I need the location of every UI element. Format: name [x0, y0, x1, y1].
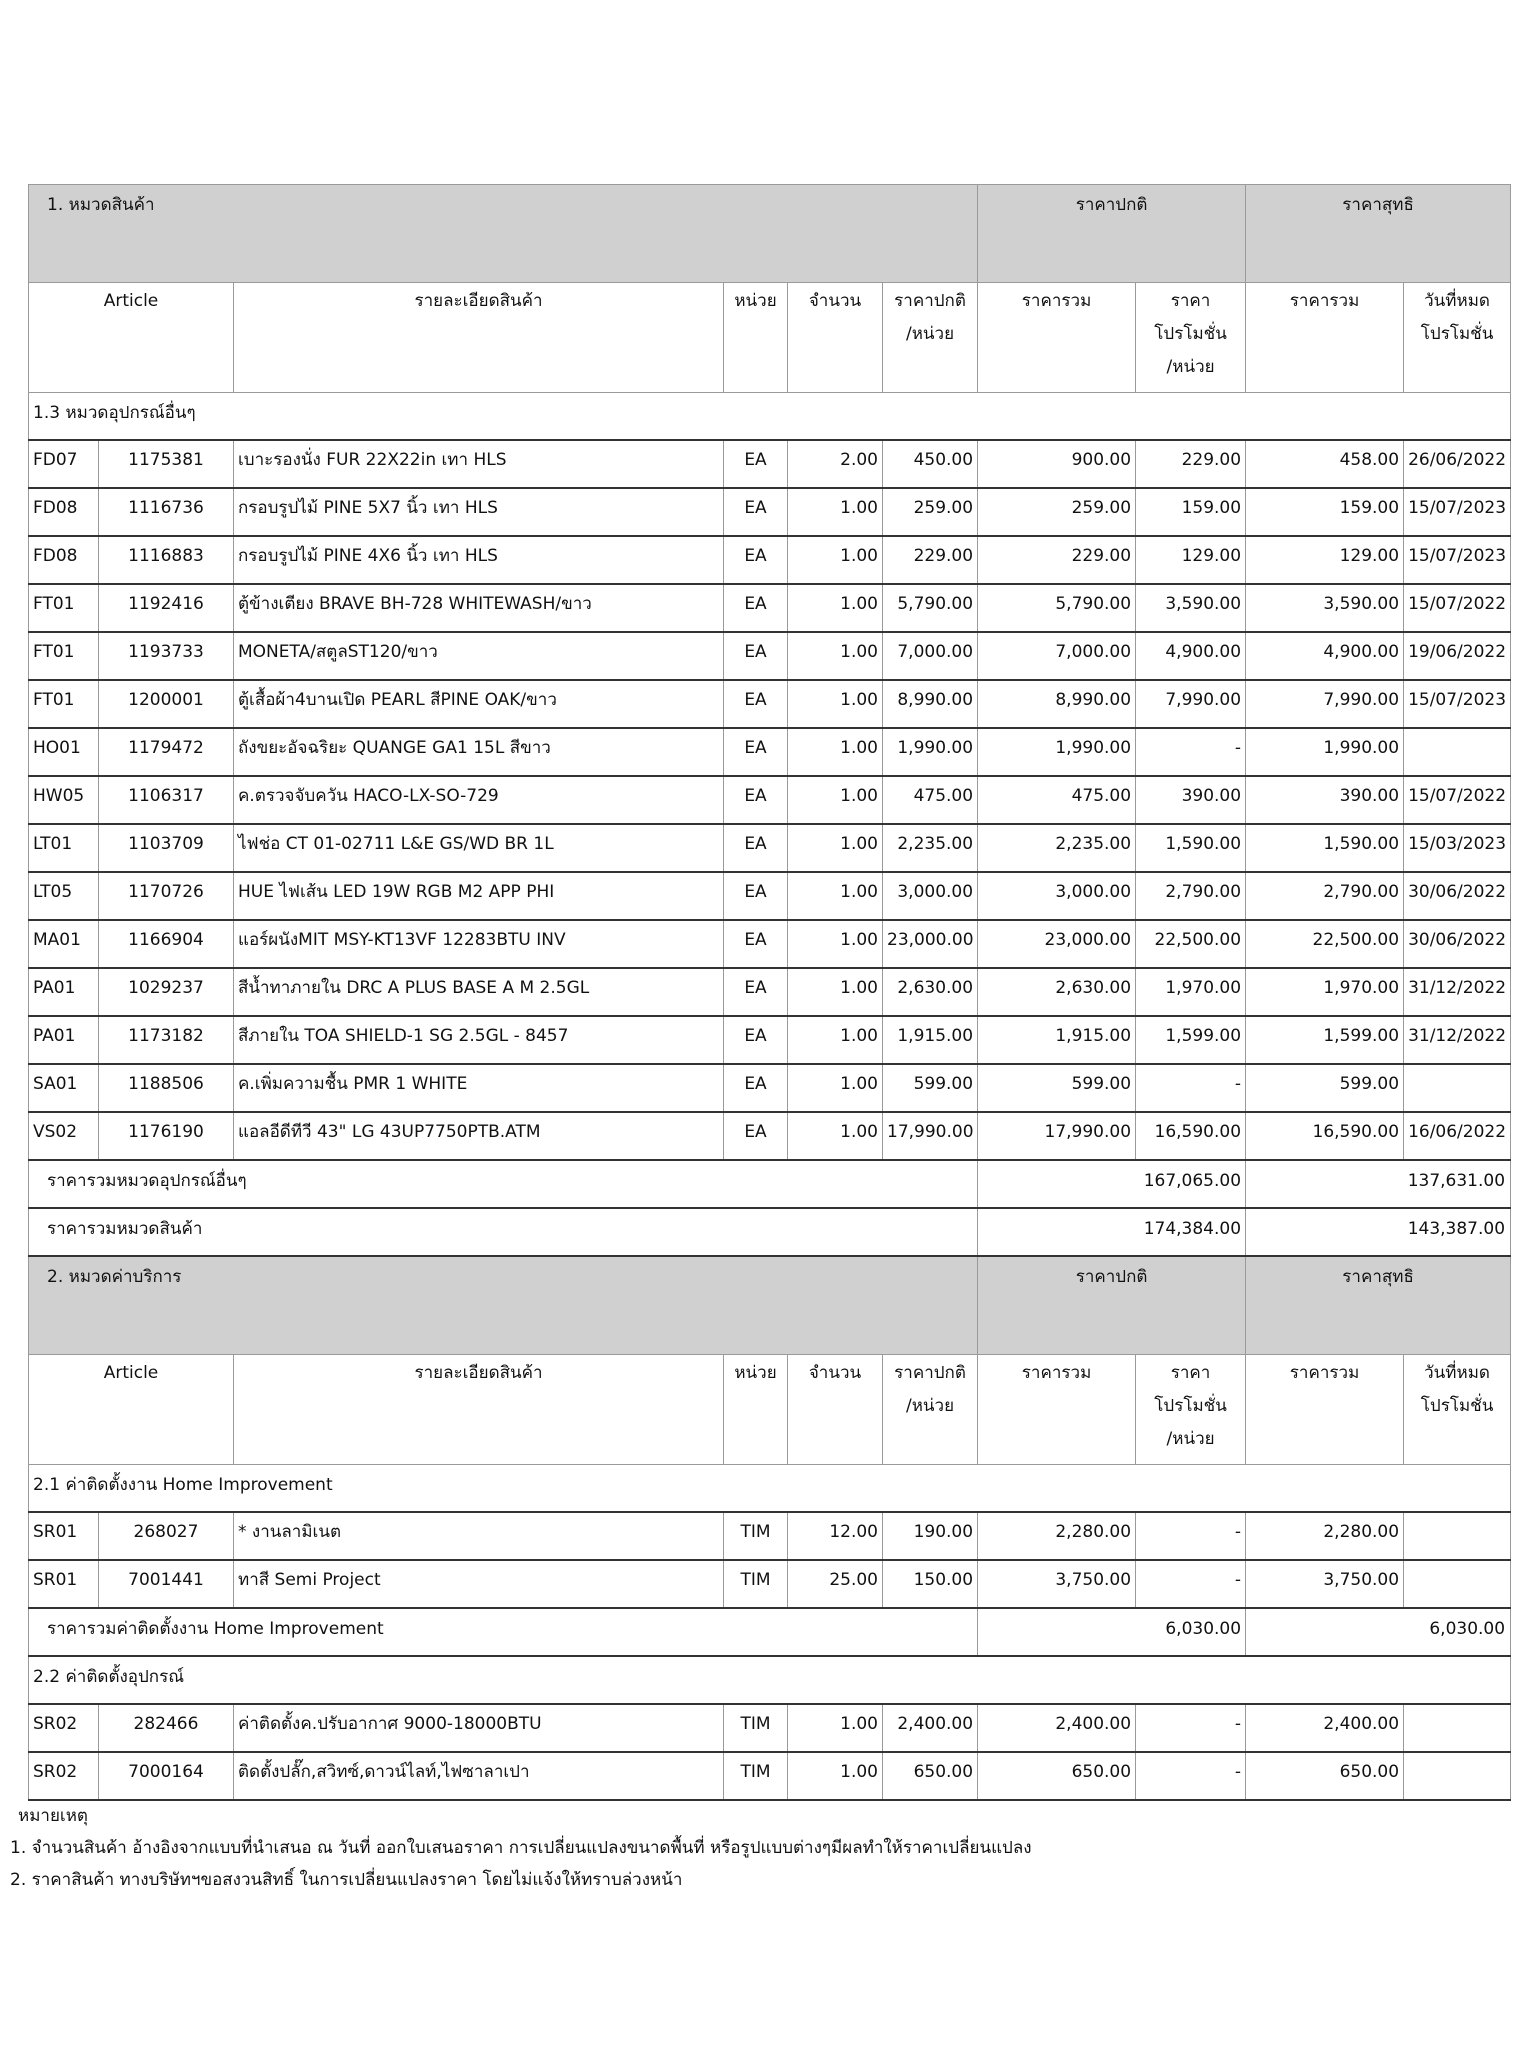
item-code: FT01	[29, 632, 99, 680]
item-promo-price: -	[1136, 1512, 1246, 1560]
section1-category-row	[29, 185, 1511, 283]
item-unit-price: 475.00	[883, 776, 978, 824]
item-promo-price: -	[1136, 1752, 1246, 1800]
item-promo-price: 229.00	[1136, 440, 1246, 488]
item-total: 229.00	[978, 536, 1136, 584]
description-header: รายละเอียดสินค้า	[234, 1355, 724, 1465]
item-description: เบาะรองนั่ง FUR 22X22in เทา HLS	[234, 440, 724, 488]
item-unit-price: 5,790.00	[883, 584, 978, 632]
item-code: FD08	[29, 488, 99, 536]
item-code: FD07	[29, 440, 99, 488]
item-code: VS02	[29, 1112, 99, 1160]
item-code: SR01	[29, 1560, 99, 1608]
table-row	[29, 728, 1511, 776]
qty-header: จำนวน	[788, 283, 883, 393]
item-total: 17,990.00	[978, 1112, 1136, 1160]
item-net-total: 7,990.00	[1246, 680, 1404, 728]
item-description: ตู้เสื้อผ้า4บานเปิด PEARL สีPINE OAK/ขาว	[234, 680, 724, 728]
table-row	[29, 824, 1511, 872]
article-header: Article	[29, 1355, 234, 1465]
expiry-header: วันที่หมด โปรโมชั่น	[1404, 283, 1511, 393]
item-promo-price: 390.00	[1136, 776, 1246, 824]
item-unit: EA	[724, 536, 788, 584]
item-description: แอลอีดีทีวี 43" LG 43UP7750PTB.ATM	[234, 1112, 724, 1160]
item-qty: 1.00	[788, 1112, 883, 1160]
item-expiry: 19/06/2022	[1404, 632, 1511, 680]
item-qty: 1.00	[788, 968, 883, 1016]
table-row	[29, 1704, 1511, 1752]
table-row	[29, 872, 1511, 920]
item-promo-price: -	[1136, 728, 1246, 776]
item-unit-price: 3,000.00	[883, 872, 978, 920]
unit-header: หน่วย	[724, 1355, 788, 1465]
table-row	[29, 1016, 1511, 1064]
item-qty: 1.00	[788, 1752, 883, 1800]
section1-net-price-header: ราคาสุทธิ	[1246, 185, 1511, 283]
item-description: ค.เพิ่มความชื้น PMR 1 WHITE	[234, 1064, 724, 1112]
item-expiry: 30/06/2022	[1404, 872, 1511, 920]
item-article: 268027	[99, 1512, 234, 1560]
item-total: 5,790.00	[978, 584, 1136, 632]
section2-sub1-total-row	[29, 1608, 1511, 1656]
item-total: 7,000.00	[978, 632, 1136, 680]
item-qty: 1.00	[788, 920, 883, 968]
item-description: กรอบรูปไม้ PINE 5X7 นิ้ว เทา HLS	[234, 488, 724, 536]
item-description: ค.ตรวจจับควัน HACO-LX-SO-729	[234, 776, 724, 824]
item-qty: 1.00	[788, 680, 883, 728]
section1-total-label: ราคารวมหมวดสินค้า	[29, 1208, 978, 1256]
section1-subcategory-title: 1.3 หมวดอุปกรณ์อื่นๆ	[29, 393, 1511, 441]
item-unit-price: 7,000.00	[883, 632, 978, 680]
item-expiry: 30/06/2022	[1404, 920, 1511, 968]
item-total: 599.00	[978, 1064, 1136, 1112]
item-description: แอร์ผนังMIT MSY-KT13VF 12283BTU INV	[234, 920, 724, 968]
item-article: 1166904	[99, 920, 234, 968]
item-expiry: 15/07/2022	[1404, 776, 1511, 824]
item-code: FT01	[29, 680, 99, 728]
item-code: HO01	[29, 728, 99, 776]
section2-column-header-row	[29, 1355, 1511, 1465]
item-expiry: 15/07/2022	[1404, 584, 1511, 632]
section1-subtotal-normal: 167,065.00	[978, 1160, 1246, 1208]
item-unit: EA	[724, 488, 788, 536]
item-promo-price: 159.00	[1136, 488, 1246, 536]
item-unit: EA	[724, 824, 788, 872]
item-qty: 1.00	[788, 1704, 883, 1752]
table-row	[29, 584, 1511, 632]
item-description: ค่าติดตั้งค.ปรับอากาศ 9000-18000BTU	[234, 1704, 724, 1752]
item-description: ไฟช่อ CT 01-02711 L&E GS/WD BR 1L	[234, 824, 724, 872]
table-row	[29, 632, 1511, 680]
item-net-total: 2,400.00	[1246, 1704, 1404, 1752]
table-row	[29, 488, 1511, 536]
net-total-header: ราคารวม	[1246, 283, 1404, 393]
item-unit-price: 8,990.00	[883, 680, 978, 728]
item-expiry: 15/03/2023	[1404, 824, 1511, 872]
item-net-total: 599.00	[1246, 1064, 1404, 1112]
item-net-total: 3,590.00	[1246, 584, 1404, 632]
section1-subtotal-label: ราคารวมหมวดอุปกรณ์อื่นๆ	[29, 1160, 978, 1208]
item-total: 1,990.00	[978, 728, 1136, 776]
item-promo-price: -	[1136, 1560, 1246, 1608]
table-row	[29, 1752, 1511, 1800]
table-row	[29, 440, 1511, 488]
item-description: * งานลามิเนต	[234, 1512, 724, 1560]
item-article: 7000164	[99, 1752, 234, 1800]
item-qty: 1.00	[788, 776, 883, 824]
item-qty: 1.00	[788, 824, 883, 872]
item-promo-price: -	[1136, 1064, 1246, 1112]
item-unit: EA	[724, 632, 788, 680]
item-promo-price: 16,590.00	[1136, 1112, 1246, 1160]
item-total: 23,000.00	[978, 920, 1136, 968]
item-promo-price: 1,970.00	[1136, 968, 1246, 1016]
item-expiry: 31/12/2022	[1404, 1016, 1511, 1064]
item-article: 7001441	[99, 1560, 234, 1608]
item-total: 8,990.00	[978, 680, 1136, 728]
section2-sub2-items	[29, 1704, 1511, 1800]
item-expiry	[1404, 1512, 1511, 1560]
item-net-total: 458.00	[1246, 440, 1404, 488]
item-unit: EA	[724, 920, 788, 968]
item-article: 1106317	[99, 776, 234, 824]
section2-normal-price-header: ราคาปกติ	[978, 1256, 1246, 1355]
item-description: ติดตั้งปลั๊ก,สวิทซ์,ดาวน์ไลท์,ไฟซาลาเปา	[234, 1752, 724, 1800]
item-total: 2,630.00	[978, 968, 1136, 1016]
item-unit-price: 1,915.00	[883, 1016, 978, 1064]
item-unit: TIM	[724, 1512, 788, 1560]
item-unit-price: 190.00	[883, 1512, 978, 1560]
item-qty: 2.00	[788, 440, 883, 488]
item-expiry	[1404, 1752, 1511, 1800]
unit-price-header: ราคาปกติ /หน่วย	[883, 283, 978, 393]
item-article: 1192416	[99, 584, 234, 632]
item-total: 3,750.00	[978, 1560, 1136, 1608]
item-expiry	[1404, 1704, 1511, 1752]
item-code: FT01	[29, 584, 99, 632]
item-unit-price: 599.00	[883, 1064, 978, 1112]
item-qty: 1.00	[788, 584, 883, 632]
item-unit-price: 259.00	[883, 488, 978, 536]
item-code: SR01	[29, 1512, 99, 1560]
item-qty: 25.00	[788, 1560, 883, 1608]
note-line-1: 1. จำนวนสินค้า อ้างอิงจากแบบที่นำเสนอ ณ วันที่ ออกใบเสนอราคา การเปลี่ยนแปลงขนาดพื้นที่ หรือรูปแบบต่างๆมีผลทำให้ราคาเปลี่ยนแปลง	[10, 1838, 1032, 1858]
item-unit: EA	[724, 1112, 788, 1160]
item-net-total: 1,599.00	[1246, 1016, 1404, 1064]
item-code: HW05	[29, 776, 99, 824]
item-article: 1193733	[99, 632, 234, 680]
item-qty: 1.00	[788, 728, 883, 776]
article-header: Article	[29, 283, 234, 393]
table-row	[29, 1560, 1511, 1608]
section2-sub2-title: 2.2 ค่าติดตั้งอุปกรณ์	[29, 1656, 1511, 1704]
item-net-total: 390.00	[1246, 776, 1404, 824]
item-unit: EA	[724, 872, 788, 920]
item-code: SR02	[29, 1752, 99, 1800]
item-unit-price: 17,990.00	[883, 1112, 978, 1160]
item-article: 282466	[99, 1704, 234, 1752]
item-code: LT05	[29, 872, 99, 920]
item-unit-price: 2,235.00	[883, 824, 978, 872]
unit-header: หน่วย	[724, 283, 788, 393]
item-article: 1029237	[99, 968, 234, 1016]
table-row	[29, 680, 1511, 728]
item-unit: EA	[724, 1064, 788, 1112]
item-description: สีน้ำทาภายใน DRC A PLUS BASE A M 2.5GL	[234, 968, 724, 1016]
item-unit: TIM	[724, 1704, 788, 1752]
item-article: 1179472	[99, 728, 234, 776]
item-description: MONETA/สตูลST120/ขาว	[234, 632, 724, 680]
section1-column-header-row	[29, 283, 1511, 393]
table-row	[29, 1512, 1511, 1560]
item-unit-price: 450.00	[883, 440, 978, 488]
item-expiry	[1404, 1560, 1511, 1608]
total-header: ราคารวม	[978, 283, 1136, 393]
section1-subtotal-row	[29, 1160, 1511, 1208]
item-total: 2,400.00	[978, 1704, 1136, 1752]
item-total: 900.00	[978, 440, 1136, 488]
quotation-sheet	[28, 184, 1510, 1801]
item-net-total: 129.00	[1246, 536, 1404, 584]
item-total: 2,280.00	[978, 1512, 1136, 1560]
item-promo-price: 3,590.00	[1136, 584, 1246, 632]
qty-header: จำนวน	[788, 1355, 883, 1465]
item-net-total: 1,990.00	[1246, 728, 1404, 776]
item-unit: EA	[724, 728, 788, 776]
item-net-total: 1,970.00	[1246, 968, 1404, 1016]
item-qty: 1.00	[788, 1016, 883, 1064]
section1-total-net: 143,387.00	[1246, 1208, 1511, 1256]
item-unit: TIM	[724, 1560, 788, 1608]
table-row	[29, 920, 1511, 968]
item-net-total: 159.00	[1246, 488, 1404, 536]
item-unit-price: 1,990.00	[883, 728, 978, 776]
item-article: 1176190	[99, 1112, 234, 1160]
table-row	[29, 776, 1511, 824]
item-promo-price: 2,790.00	[1136, 872, 1246, 920]
section2-title: 2. หมวดค่าบริการ	[29, 1256, 978, 1355]
item-qty: 1.00	[788, 536, 883, 584]
item-expiry: 16/06/2022	[1404, 1112, 1511, 1160]
item-expiry: 15/07/2023	[1404, 536, 1511, 584]
item-article: 1200001	[99, 680, 234, 728]
section1-total-row	[29, 1208, 1511, 1256]
item-unit-price: 2,630.00	[883, 968, 978, 1016]
item-code: PA01	[29, 968, 99, 1016]
item-net-total: 16,590.00	[1246, 1112, 1404, 1160]
section1-total-normal: 174,384.00	[978, 1208, 1246, 1256]
item-code: LT01	[29, 824, 99, 872]
item-promo-price: 22,500.00	[1136, 920, 1246, 968]
section2-sub2-row	[29, 1656, 1511, 1704]
notes-title: หมายเหตุ	[18, 1806, 88, 1826]
item-description: ทาสี Semi Project	[234, 1560, 724, 1608]
table-row	[29, 1064, 1511, 1112]
item-expiry	[1404, 1064, 1511, 1112]
item-article: 1116736	[99, 488, 234, 536]
table-row	[29, 968, 1511, 1016]
expiry-header: วันที่หมด โปรโมชั่น	[1404, 1355, 1511, 1465]
quotation-table	[28, 184, 1511, 1801]
item-qty: 1.00	[788, 872, 883, 920]
item-promo-price: -	[1136, 1704, 1246, 1752]
item-article: 1103709	[99, 824, 234, 872]
total-header: ราคารวม	[978, 1355, 1136, 1465]
item-total: 475.00	[978, 776, 1136, 824]
item-expiry: 26/06/2022	[1404, 440, 1511, 488]
item-description: HUE ไฟเส้น LED 19W RGB M2 APP PHI	[234, 872, 724, 920]
item-qty: 1.00	[788, 1064, 883, 1112]
item-qty: 1.00	[788, 488, 883, 536]
item-net-total: 4,900.00	[1246, 632, 1404, 680]
item-expiry: 31/12/2022	[1404, 968, 1511, 1016]
item-description: สีภายใน TOA SHIELD-1 SG 2.5GL - 8457	[234, 1016, 724, 1064]
item-expiry: 15/07/2023	[1404, 488, 1511, 536]
item-total: 650.00	[978, 1752, 1136, 1800]
item-promo-price: 129.00	[1136, 536, 1246, 584]
section2-sub1-total-normal: 6,030.00	[978, 1608, 1246, 1656]
item-code: PA01	[29, 1016, 99, 1064]
item-total: 1,915.00	[978, 1016, 1136, 1064]
item-total: 259.00	[978, 488, 1136, 536]
section2-sub1-total-net: 6,030.00	[1246, 1608, 1511, 1656]
item-total: 3,000.00	[978, 872, 1136, 920]
section2-sub1-title: 2.1 ค่าติดตั้งงาน Home Improvement	[29, 1465, 1511, 1513]
item-unit-price: 229.00	[883, 536, 978, 584]
section2-net-price-header: ราคาสุทธิ	[1246, 1256, 1511, 1355]
item-code: FD08	[29, 536, 99, 584]
item-code: SR02	[29, 1704, 99, 1752]
item-description: ตู้ข้างเตียง BRAVE BH-728 WHITEWASH/ขาว	[234, 584, 724, 632]
section1-subcategory-row	[29, 393, 1511, 441]
item-unit: EA	[724, 440, 788, 488]
item-article: 1175381	[99, 440, 234, 488]
item-net-total: 2,790.00	[1246, 872, 1404, 920]
item-total: 2,235.00	[978, 824, 1136, 872]
section2-category-row	[29, 1256, 1511, 1355]
item-code: MA01	[29, 920, 99, 968]
item-qty: 12.00	[788, 1512, 883, 1560]
item-article: 1170726	[99, 872, 234, 920]
item-net-total: 650.00	[1246, 1752, 1404, 1800]
item-promo-price: 4,900.00	[1136, 632, 1246, 680]
item-net-total: 2,280.00	[1246, 1512, 1404, 1560]
net-total-header: ราคารวม	[1246, 1355, 1404, 1465]
item-unit-price: 150.00	[883, 1560, 978, 1608]
item-unit: EA	[724, 1016, 788, 1064]
item-unit-price: 650.00	[883, 1752, 978, 1800]
item-qty: 1.00	[788, 632, 883, 680]
item-description: ถังขยะอัจฉริยะ QUANGE GA1 15L สีขาว	[234, 728, 724, 776]
section2-sub1-total-label: ราคารวมค่าติดตั้งงาน Home Improvement	[29, 1608, 978, 1656]
section2-sub1-items	[29, 1512, 1511, 1608]
table-row	[29, 536, 1511, 584]
item-unit: TIM	[724, 1752, 788, 1800]
item-net-total: 3,750.00	[1246, 1560, 1404, 1608]
promo-price-header: ราคา โปรโมชั่น /หน่วย	[1136, 283, 1246, 393]
item-promo-price: 1,590.00	[1136, 824, 1246, 872]
section1-title: 1. หมวดสินค้า	[29, 185, 978, 283]
item-code: SA01	[29, 1064, 99, 1112]
item-article: 1116883	[99, 536, 234, 584]
item-article: 1173182	[99, 1016, 234, 1064]
table-row	[29, 1112, 1511, 1160]
promo-price-header: ราคา โปรโมชั่น /หน่วย	[1136, 1355, 1246, 1465]
section1-items	[29, 440, 1511, 1160]
item-expiry: 15/07/2023	[1404, 680, 1511, 728]
description-header: รายละเอียดสินค้า	[234, 283, 724, 393]
item-description: กรอบรูปไม้ PINE 4X6 นิ้ว เทา HLS	[234, 536, 724, 584]
item-promo-price: 7,990.00	[1136, 680, 1246, 728]
item-net-total: 1,590.00	[1246, 824, 1404, 872]
unit-price-header: ราคาปกติ /หน่วย	[883, 1355, 978, 1465]
item-net-total: 22,500.00	[1246, 920, 1404, 968]
section2-sub1-row	[29, 1465, 1511, 1513]
item-unit: EA	[724, 584, 788, 632]
notes	[10, 1800, 1032, 1896]
item-unit-price: 2,400.00	[883, 1704, 978, 1752]
item-article: 1188506	[99, 1064, 234, 1112]
item-expiry	[1404, 728, 1511, 776]
item-unit-price: 23,000.00	[883, 920, 978, 968]
item-unit: EA	[724, 776, 788, 824]
item-unit: EA	[724, 968, 788, 1016]
item-unit: EA	[724, 680, 788, 728]
section1-subtotal-net: 137,631.00	[1246, 1160, 1511, 1208]
note-line-2: 2. ราคาสินค้า ทางบริษัทฯขอสงวนสิทธิ์ ในการเปลี่ยนแปลงราคา โดยไม่แจ้งให้ทราบล่วงหน้า	[10, 1870, 683, 1890]
item-promo-price: 1,599.00	[1136, 1016, 1246, 1064]
section1-normal-price-header: ราคาปกติ	[978, 185, 1246, 283]
